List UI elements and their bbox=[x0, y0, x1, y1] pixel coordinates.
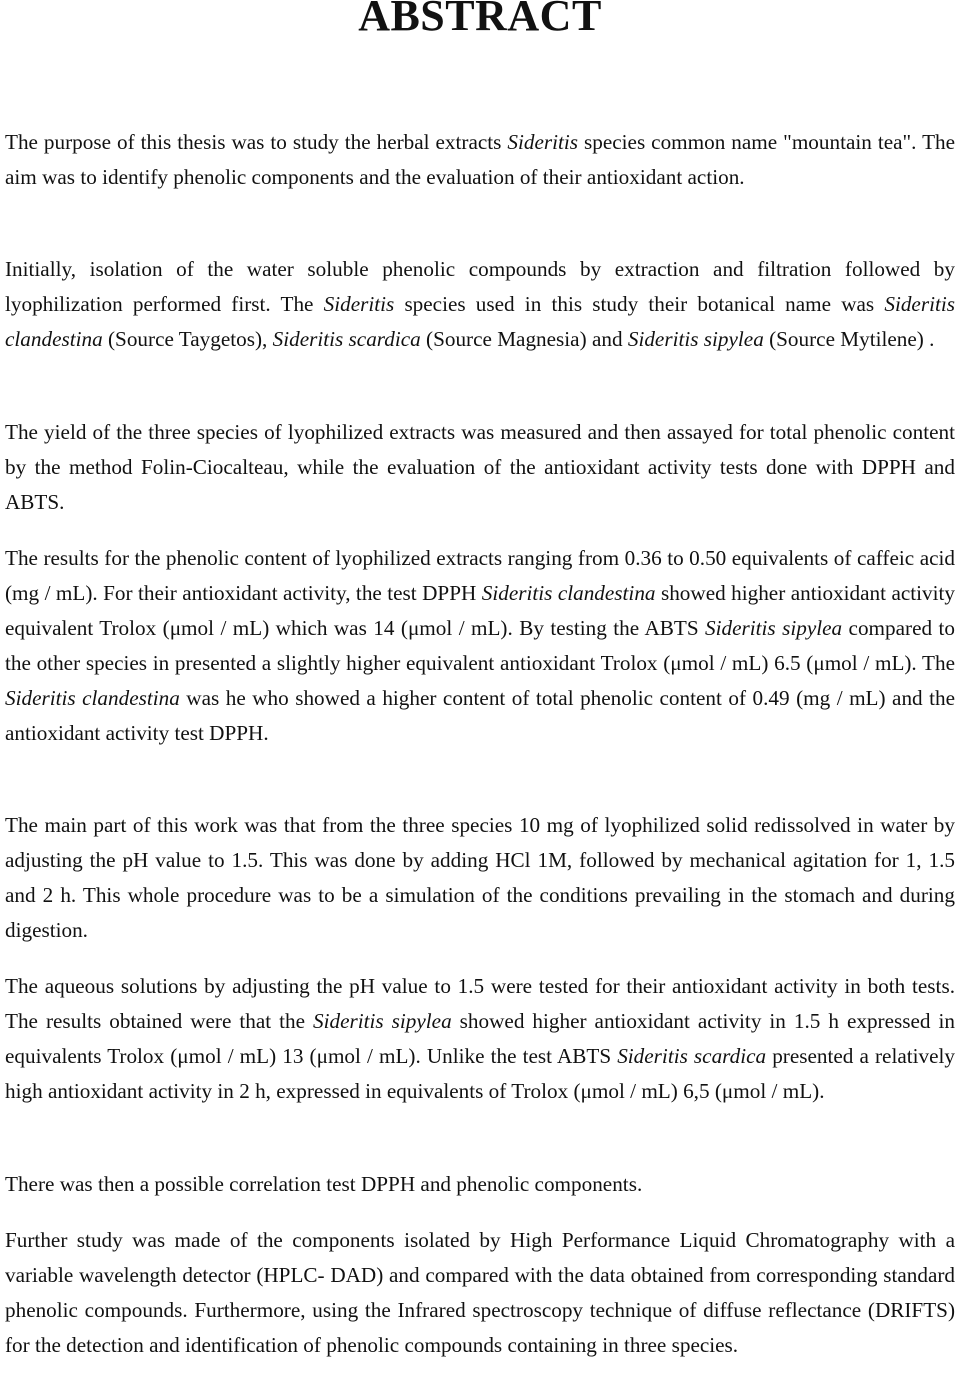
species-name-italic: Sideritis bbox=[507, 130, 579, 154]
species-name-italic: Sideritis sipylea bbox=[627, 327, 764, 351]
text-run: (Source Taygetos), bbox=[102, 327, 273, 351]
text-run: The purpose of this thesis was to study the herbal extracts bbox=[5, 130, 508, 154]
text-run: Further study was made of the components isolated by High Performance Liquid Chromatography with a variable wavelength detector (HPLC- DAD) and compared with the data obtained from corresponding standard phenolic compounds. Furthermore, using the Infrared spectroscopy technique of diffuse reflectance (DRIFTS) for the detection and identification of phenolic compounds containing in three species. bbox=[5, 1228, 955, 1357]
paragraph-isolation bbox=[5, 252, 955, 357]
paragraph-correlation bbox=[5, 1167, 955, 1202]
species-name-italic: Sideritis sipylea bbox=[705, 616, 843, 640]
species-name-italic: Sideritis clandestina bbox=[5, 292, 955, 351]
species-name-italic: Sideritis clandestina bbox=[481, 581, 656, 605]
text-run: The main part of this work was that from the three species 10 mg of lyophilized solid redissolved in water by adjusting the pH value to 1.5. This was done by adding HCl 1M, followed by mechanical agitation for 1, 1.5 and 2 h. This whole procedure was to be a simulation of the conditions prevailing in the stomach and during digestion. bbox=[5, 813, 955, 942]
text-run: showed higher antioxidant activity equivalent Trolox (μmol / mL) which was 14 (μmol / mL). By testing the ABTS bbox=[5, 581, 956, 640]
text-run: was he who showed a higher content of total phenolic content of 0.49 (mg / mL) and the antioxidant activity test DPPH. bbox=[5, 686, 956, 745]
species-name-italic: Sideritis sipylea bbox=[313, 1009, 452, 1033]
paragraph-main-work bbox=[5, 808, 955, 948]
species-name-italic: Sideritis bbox=[323, 292, 395, 316]
paragraph-yield bbox=[5, 415, 955, 520]
text-run: showed higher antioxidant activity in 1.5 h expressed in equivalents Trolox (μmol / mL) 13 (μmol / mL). Unlike the test ABTS bbox=[5, 1009, 955, 1068]
text-run: species common name "mountain tea". The aim was to identify phenolic components and the evaluation of their antioxidant action. bbox=[5, 130, 956, 189]
text-run: Initially, isolation of the water soluble phenolic compounds by extraction and filtration followed by lyophilization performed first. The bbox=[5, 257, 955, 316]
species-name-italic: Sideritis scardica bbox=[272, 327, 421, 351]
species-name-italic: Sideritis scardica bbox=[617, 1044, 767, 1068]
paragraph-purpose bbox=[5, 125, 955, 195]
text-run: (Source Mytilene) . bbox=[763, 327, 935, 351]
paragraph-aqueous-solutions bbox=[5, 969, 955, 1109]
text-run: species used in this study their botanical name was bbox=[394, 292, 885, 316]
text-run: There was then a possible correlation test DPPH and phenolic components. bbox=[5, 1172, 643, 1196]
paragraph-results bbox=[5, 541, 955, 751]
paragraph-further-study bbox=[5, 1223, 955, 1363]
text-run: presented a relatively high antioxidant activity in 2 h, expressed in equivalents of Trolox (μmol / mL) 6,5 (μmol / mL). bbox=[5, 1044, 955, 1103]
text-run: (Source Magnesia) and bbox=[420, 327, 628, 351]
species-name-italic: Sideritis clandestina bbox=[5, 686, 180, 710]
text-run: The results for the phenolic content of lyophilized extracts ranging from 0.36 to 0.50 equivalents of caffeic acid (mg / mL). For their antioxidant activity, the test DPPH bbox=[5, 546, 955, 605]
text-run: The aqueous solutions by adjusting the pH value to 1.5 were tested for their antioxidant activity in both tests. The results obtained were that the bbox=[5, 974, 955, 1033]
text-run: The yield of the three species of lyophilized extracts was measured and then assayed for total phenolic content by the method Folin-Ciocalteau, while the evaluation of the antioxidant activity tests done with DPPH and ABTS. bbox=[5, 420, 955, 514]
page-title: ABSTRACT bbox=[358, 0, 602, 40]
text-run: compared to the other species in presented a slightly higher equivalent antioxidant Trolox (μmol / mL) 6.5 (μmol / mL). The bbox=[5, 616, 955, 675]
